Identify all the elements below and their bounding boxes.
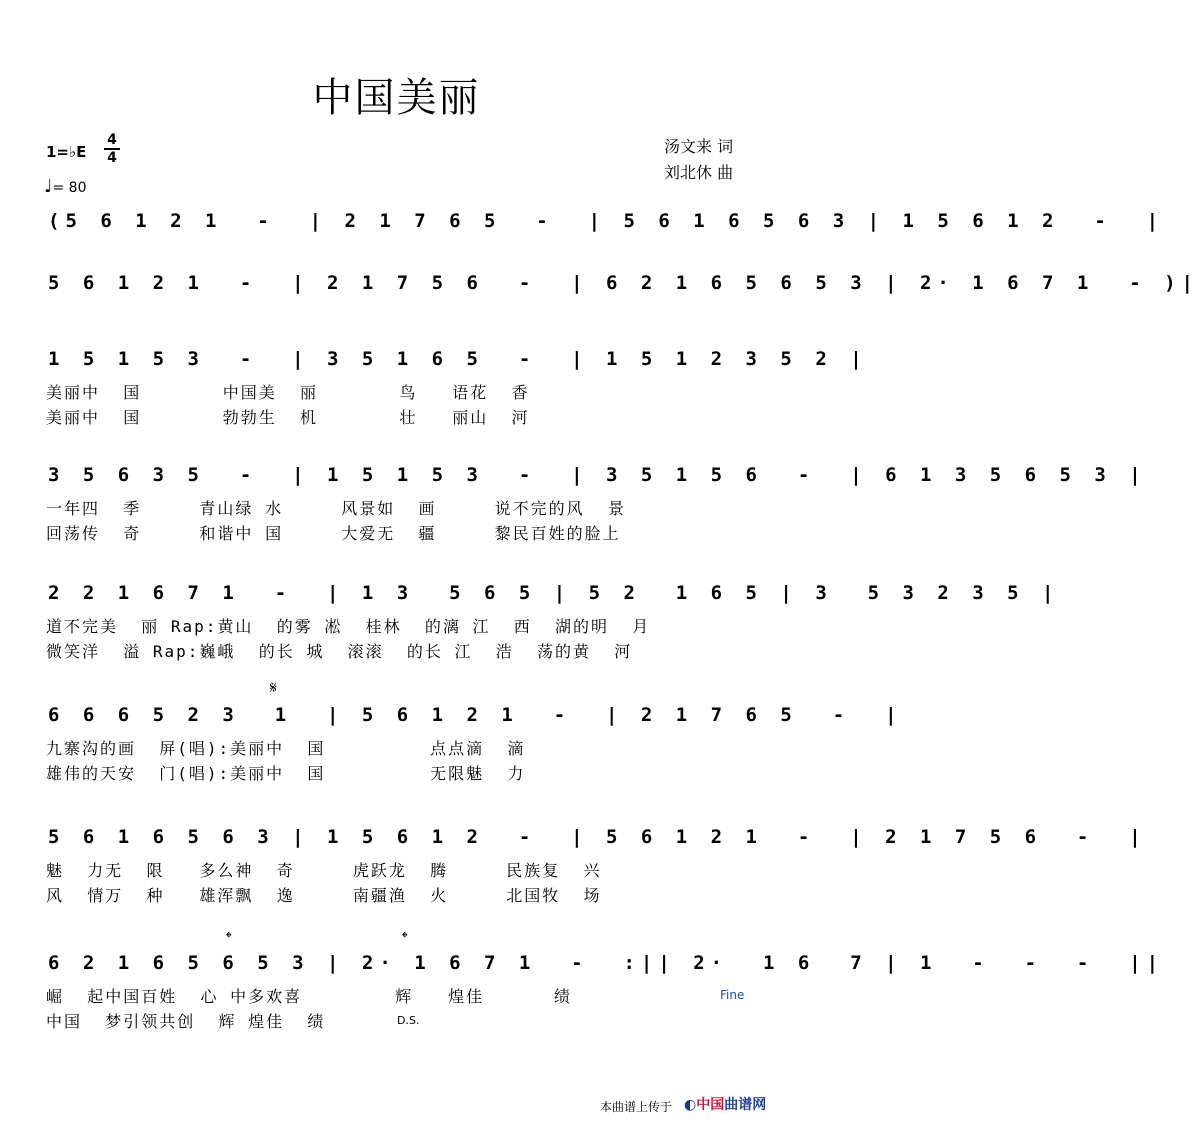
lyrics-line-7a: 魅 力无 限 多么神 奇 虎跃龙 腾 民族复 兴 — [46, 861, 602, 880]
lyrics-line-3a: 美丽中 国 中国美 丽 鸟 语花 香 — [46, 383, 530, 402]
logo-icon: ◐ — [684, 1097, 697, 1113]
time-signature — [104, 132, 120, 166]
lyrics-line-8a: 崛 起中国百姓 心 中多欢喜 辉 煌佳 绩 — [46, 987, 572, 1006]
logo-text: 中国 — [696, 1097, 725, 1113]
lyrics-line-8b: 中国 梦引领共创 辉 煌佳 绩 — [46, 1012, 326, 1031]
quarter-note-icon: ♩ — [44, 176, 53, 197]
coda-icon-1: 𝄌 — [226, 928, 232, 947]
tempo-marking — [44, 176, 87, 197]
logo-text-2: 曲谱网 — [724, 1097, 767, 1113]
fine-label: Fine — [720, 988, 745, 1002]
composer-credit: 刘北休 曲 — [664, 163, 734, 182]
lyrics-line-4a: 一年四 季 青山绿 水 风景如 画 说不完的风 景 — [46, 499, 626, 518]
meter-top: 4 — [107, 132, 117, 148]
lyrics-line-5a: 道不完美 丽 Rap:黄山 的雾 凇 桂林 的漓 江 西 湖的明 月 — [46, 617, 651, 636]
lyrics-line-4b: 回荡传 奇 和谐中 国 大爱无 疆 黎民百姓的脸上 — [46, 524, 621, 543]
notation-line-5: 2 2 1 6 7 1 - | 1 3 5 6 5 | 5 2 1 6 5 | 3 5 3 2 3 5 | — [48, 582, 1060, 604]
segno-icon: 𝄋 — [270, 678, 277, 697]
coda-icon-2: 𝄌 — [402, 928, 408, 947]
ds-label: D.S. — [397, 1014, 420, 1027]
notation-line-2: 5 6 1 2 1 - | 2 1 7 5 6 - | 6 2 1 6 5 6 5 3 | 2· 1 6 7 1 - )| — [48, 272, 1199, 294]
song-title: 中国美丽 — [312, 75, 481, 121]
tempo-value: = 80 — [52, 180, 87, 196]
lyrics-line-3b: 美丽中 国 勃勃生 机 壮 丽山 河 — [46, 408, 530, 427]
notation-line-1: (5 6 1 2 1 - | 2 1 7 6 5 - | 5 6 1 6 5 6 3 | 1 5 6 1 2 - | — [48, 210, 1165, 232]
meter-bottom: 4 — [104, 148, 120, 166]
lyrics-line-6b: 雄伟的天安 门(唱):美丽中 国 无限魅 力 — [46, 764, 526, 783]
lyricist-credit: 汤文来 词 — [664, 137, 734, 156]
notation-line-6: 6 6 6 5 2 3 1 | 5 6 1 2 1 - | 2 1 7 6 5 - | — [48, 704, 903, 726]
notation-line-3: 1 5 1 5 3 - | 3 5 1 6 5 - | 1 5 1 2 3 5 2 | — [48, 348, 868, 370]
notation-line-8: 6 2 1 6 5 6 5 3 | 2· 1 6 7 1 - :|| 2· 1 6 7 | 1 - - - || — [48, 952, 1165, 974]
site-logo — [684, 1094, 766, 1114]
notation-line-7: 5 6 1 6 5 6 3 | 1 5 6 1 2 - | 5 6 1 2 1 - | 2 1 7 5 6 - | — [48, 826, 1147, 848]
lyrics-line-6a: 九寨沟的画 屏(唱):美丽中 国 点点滴 滴 — [46, 739, 526, 758]
key-signature: 1=♭E — [46, 143, 87, 161]
lyrics-line-7b: 风 情万 种 雄浑飘 逸 南疆渔 火 北国牧 场 — [46, 886, 602, 905]
notation-line-4: 3 5 6 3 5 - | 1 5 1 5 3 - | 3 5 1 5 6 - | 6 1 3 5 6 5 3 | — [48, 464, 1147, 486]
footer-upload-text: 本曲谱上传于 — [600, 1100, 673, 1114]
lyrics-line-5b: 微笑洋 溢 Rap:巍峨 的长 城 滚滚 的长 江 浩 荡的黄 河 — [46, 642, 633, 661]
